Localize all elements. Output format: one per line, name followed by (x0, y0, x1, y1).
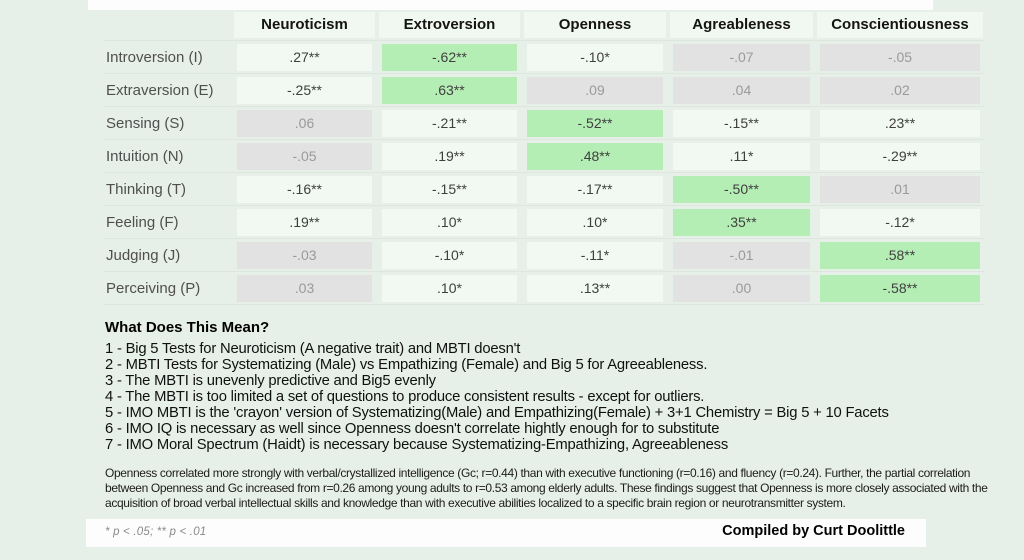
correlation-cell (377, 239, 522, 271)
note-item: 3 - The MBTI is unevenly predictive and Big5 evenly (105, 373, 436, 389)
column-header-extroversion: Extroversion (379, 12, 520, 38)
column-header-neuroticism: Neuroticism (234, 12, 375, 38)
correlation-cell (668, 140, 815, 172)
table-row (103, 239, 985, 272)
correlation-cell (232, 272, 377, 304)
table-row (103, 107, 985, 140)
correlation-value: -.62** (382, 44, 517, 71)
note-item: 1 - Big 5 Tests for Neuroticism (A negative trait) and MBTI doesn't (105, 341, 521, 357)
correlation-value: -.01 (673, 242, 810, 269)
correlation-value: -.52** (527, 110, 663, 137)
correlation-value: -.05 (237, 143, 372, 170)
column-header-openness: Openness (524, 12, 666, 38)
correlation-value: .00 (673, 275, 810, 302)
correlation-value: .58** (820, 242, 980, 269)
correlation-value: -.58** (820, 275, 980, 302)
correlation-value: .06 (237, 110, 372, 137)
row-label: Extraversion (E) (106, 81, 214, 99)
correlation-value: .63** (382, 77, 517, 104)
correlation-cell (232, 74, 377, 106)
row-label: Sensing (S) (106, 114, 185, 132)
correlation-value: -.16** (237, 176, 372, 203)
correlation-cell (668, 239, 815, 271)
table-row (103, 206, 985, 239)
correlation-cell (522, 206, 668, 238)
correlation-cell (522, 107, 668, 139)
correlation-cell (232, 173, 377, 205)
correlation-cell (668, 272, 815, 304)
correlation-value: .27** (237, 44, 372, 71)
notes-list (105, 341, 889, 453)
correlation-value: -.12* (820, 209, 980, 236)
column-header-agreableness: Agreableness (670, 12, 813, 38)
correlation-cell (522, 41, 668, 73)
correlation-cell (668, 74, 815, 106)
correlation-cell (522, 272, 668, 304)
note-item: 5 - IMO MBTI is the 'crayon' version of Systematizing(Male) and Empathizing(Female) + 3+1 Chemistry = Big 5 + 10 Facets (105, 405, 889, 421)
correlation-value: .01 (820, 176, 980, 203)
correlation-value: -.50** (673, 176, 810, 203)
correlation-value: .10* (382, 275, 517, 302)
row-label: Judging (J) (106, 246, 181, 264)
correlation-value: .19** (382, 143, 517, 170)
correlation-value: .03 (237, 275, 372, 302)
correlation-value: .13** (527, 275, 663, 302)
correlation-cell (232, 140, 377, 172)
correlation-cell (668, 173, 815, 205)
correlation-cell (232, 107, 377, 139)
row-label: Perceiving (P) (106, 279, 201, 297)
note-item: 2 - MBTI Tests for Systematizing (Male) vs Empathizing (Female) and Big 5 for Agreeableness. (105, 357, 708, 373)
correlation-cell (377, 41, 522, 73)
significance-note: * p < .05; ** p < .01 (105, 526, 207, 538)
table-body (103, 41, 985, 305)
correlation-value: -.07 (673, 44, 810, 71)
correlation-cell (377, 140, 522, 172)
correlation-value: .10* (527, 209, 663, 236)
correlation-cell (232, 41, 377, 73)
row-label: Introversion (I) (106, 48, 203, 66)
correlation-value: -.05 (820, 44, 980, 71)
table-row (103, 41, 985, 74)
correlation-cell (815, 107, 985, 139)
correlation-value: -.10* (382, 242, 517, 269)
note-item: 4 - The MBTI is too limited a set of questions to produce consistent results - except for outliers. (105, 389, 705, 405)
correlation-value: -.03 (237, 242, 372, 269)
correlation-cell (815, 140, 985, 172)
correlation-cell (815, 272, 985, 304)
notes-heading: What Does This Mean? (105, 319, 270, 336)
row-label: Intuition (N) (106, 147, 184, 165)
table-row (103, 173, 985, 206)
table-row (103, 272, 985, 305)
correlation-value: .11* (673, 143, 810, 170)
correlation-cell (232, 206, 377, 238)
correlation-value: .10* (382, 209, 517, 236)
table-header-row (103, 10, 985, 41)
correlation-cell (377, 74, 522, 106)
correlation-value: .02 (820, 77, 980, 104)
correlation-value: -.11* (527, 242, 663, 269)
correlation-cell (668, 107, 815, 139)
correlation-cell (232, 239, 377, 271)
correlation-cell (522, 140, 668, 172)
correlation-value: .19** (237, 209, 372, 236)
correlation-value: .04 (673, 77, 810, 104)
table-row (103, 74, 985, 107)
correlation-value: -.17** (527, 176, 663, 203)
correlation-cell (377, 272, 522, 304)
correlation-value: .09 (527, 77, 663, 104)
correlation-value: -.15** (673, 110, 810, 137)
correlation-cell (522, 173, 668, 205)
table-row (103, 140, 985, 173)
column-header-conscientiousness: Conscientiousness (817, 12, 983, 38)
note-item: 6 - IMO IQ is necessary as well since Openness doesn't correlate hightly enough for to substitute (105, 421, 720, 437)
correlation-cell (815, 74, 985, 106)
correlation-cell (377, 173, 522, 205)
correlation-value: .23** (820, 110, 980, 137)
correlation-cell (377, 206, 522, 238)
correlation-value: -.21** (382, 110, 517, 137)
note-item: 7 - IMO Moral Spectrum (Haidt) is necessary because Systematizing-Empathizing, Agreeableness (105, 437, 729, 453)
top-strip (88, 0, 933, 10)
correlation-cell (815, 206, 985, 238)
correlation-cell (668, 41, 815, 73)
correlation-value: .48** (527, 143, 663, 170)
correlation-value: -.25** (237, 77, 372, 104)
correlation-cell (377, 107, 522, 139)
correlation-cell (522, 74, 668, 106)
row-label: Feeling (F) (106, 213, 179, 231)
correlation-cell (522, 239, 668, 271)
row-label: Thinking (T) (106, 180, 187, 198)
correlation-cell (815, 173, 985, 205)
correlation-value: -.29** (820, 143, 980, 170)
correlation-value: -.10* (527, 44, 663, 71)
openness-research-paragraph: Openness correlated more strongly with verbal/crystallized intelligence (Gc; r=0.44) than with executive functioning (r=0.16) and fluency (r=0.24). Further, the partial correlation between Openness and Gc increased from r=0.26 among young adults to r=0.53 among elderly adults. These findings suggest that Openness is more closely associated with the acquisition of broad verbal intellectual skills and knowledge than with executive abilities localized to a specific brain region or neurotransmitter system. (105, 466, 988, 510)
correlation-value: -.15** (382, 176, 517, 203)
correlation-cell (815, 239, 985, 271)
correlation-cell (668, 206, 815, 238)
correlation-cell (815, 41, 985, 73)
credit-text: Compiled by Curt Doolittle (722, 523, 905, 539)
correlation-value: .35** (673, 209, 810, 236)
correlation-table (103, 10, 985, 305)
